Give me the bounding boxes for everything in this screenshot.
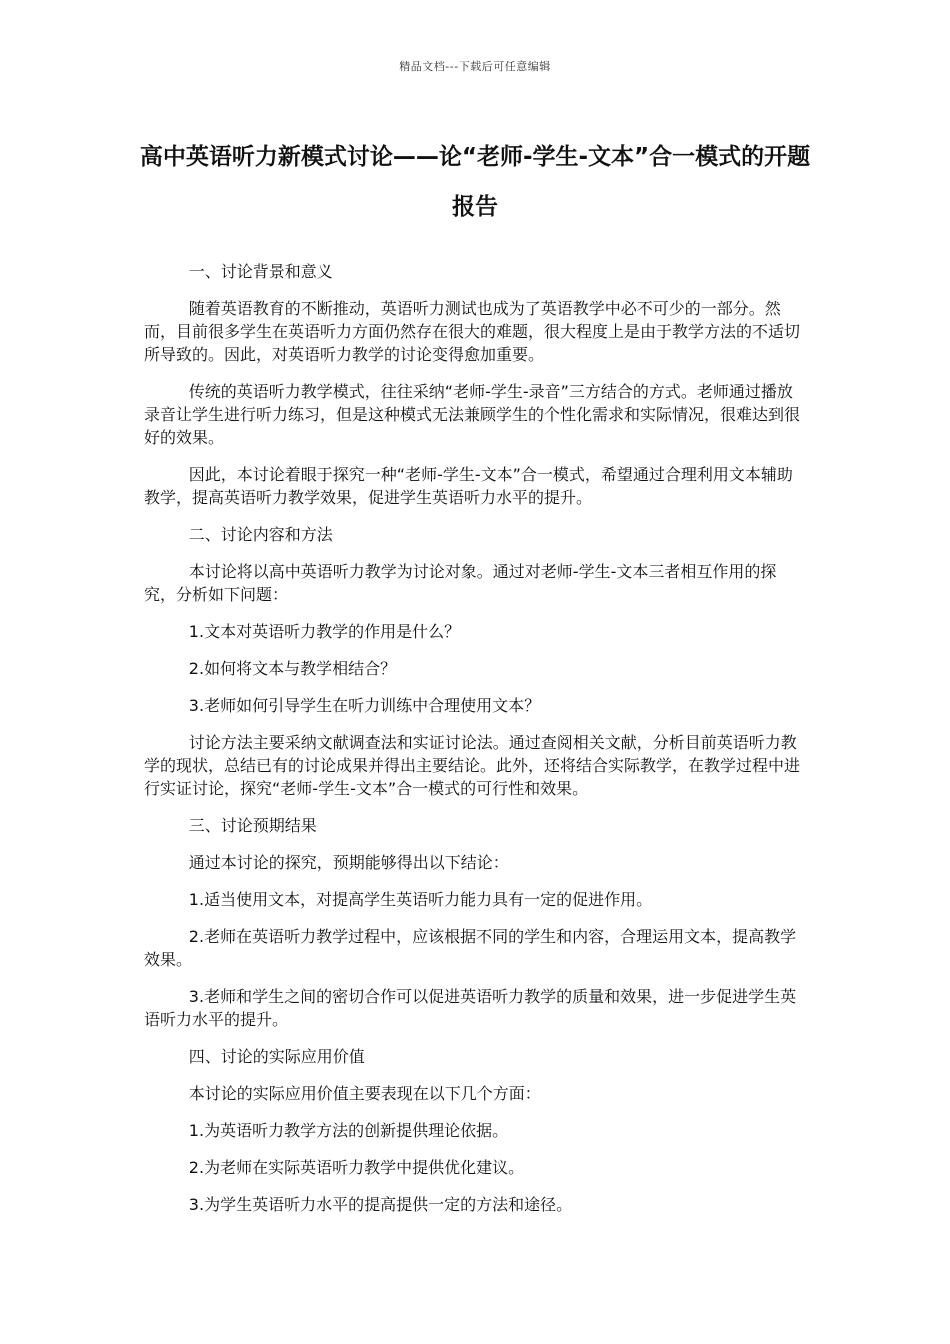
- paragraph: 本讨论的实际应用价值主要表现在以下几个方面：: [188, 1084, 541, 1103]
- paragraph: 随着英语教育的不断推动，英语听力测试也成为了英语教学中必不可少的一部分。然而，目前很多学生在英语听力方面仍然存在很大的难题，很大程度上是由于教学方法的不适切所导致的。因此，对英语听力教学的讨论变得愈加重要。: [144, 299, 801, 364]
- paragraph: 讨论方法主要采纳文献调查法和实证讨论法。通过查阅相关文献，分析目前英语听力教学的现状，总结已有的讨论成果并得出主要结论。此外，还将结合实际教学，在教学过程中进行实证讨论，探究“老师-学生-文本”合一模式的可行性和效果。: [144, 733, 801, 798]
- document-body: [144, 260, 808, 1230]
- list-item: 1.为英语听力教学方法的创新提供理论依据。: [188, 1121, 509, 1140]
- list-item: 3.老师和学生之间的密切合作可以促进英语听力教学的质量和效果，进一步促进学生英语听力水平的提升。: [144, 987, 797, 1029]
- list-item: 3.为学生英语听力水平的提高提供一定的方法和途径。: [188, 1195, 573, 1214]
- document-title: 高中英语听力新模式讨论——论“老师-学生-文本”合一模式的开题报告: [139, 144, 811, 220]
- paragraph: 因此，本讨论着眼于探究一种“老师-学生-文本”合一模式，希望通过合理利用文本辅助教学，提高英语听力教学效果，促进学生英语听力水平的提升。: [144, 465, 793, 507]
- list-item: 1.文本对英语听力教学的作用是什么？: [188, 622, 461, 641]
- paragraph: 本讨论将以高中英语听力教学为讨论对象。通过对老师-学生-文本三者相互作用的探究，分析如下问题：: [144, 562, 777, 604]
- section-heading: 二、讨论内容和方法: [188, 525, 333, 544]
- paragraph: 传统的英语听力教学模式，往往采纳“老师-学生-录音”三方结合的方式。老师通过播放录音让学生进行听力练习，但是这种模式无法兼顾学生的个性化需求和实际情况，很难达到很好的效果。: [144, 382, 801, 447]
- list-item: 2.老师在英语听力教学过程中，应该根据不同的学生和内容，合理运用文本，提高教学效果。: [144, 927, 797, 969]
- list-item: 1.适当使用文本，对提高学生英语听力能力具有一定的促进作用。: [188, 890, 653, 909]
- list-item: 3.老师如何引导学生在听力训练中合理使用文本？: [188, 696, 541, 715]
- section-heading: 三、讨论预期结果: [188, 816, 317, 835]
- list-item: 2.如何将文本与教学相结合？: [188, 659, 397, 678]
- section-heading: 一、讨论背景和意义: [188, 262, 333, 281]
- paragraph: 通过本讨论的探究，预期能够得出以下结论：: [188, 853, 509, 872]
- list-item: 2.为老师在实际英语听力教学中提供优化建议。: [188, 1158, 525, 1177]
- section-heading: 四、讨论的实际应用价值: [188, 1047, 365, 1066]
- page-header: 精品文档---下载后可任意编辑: [399, 60, 551, 73]
